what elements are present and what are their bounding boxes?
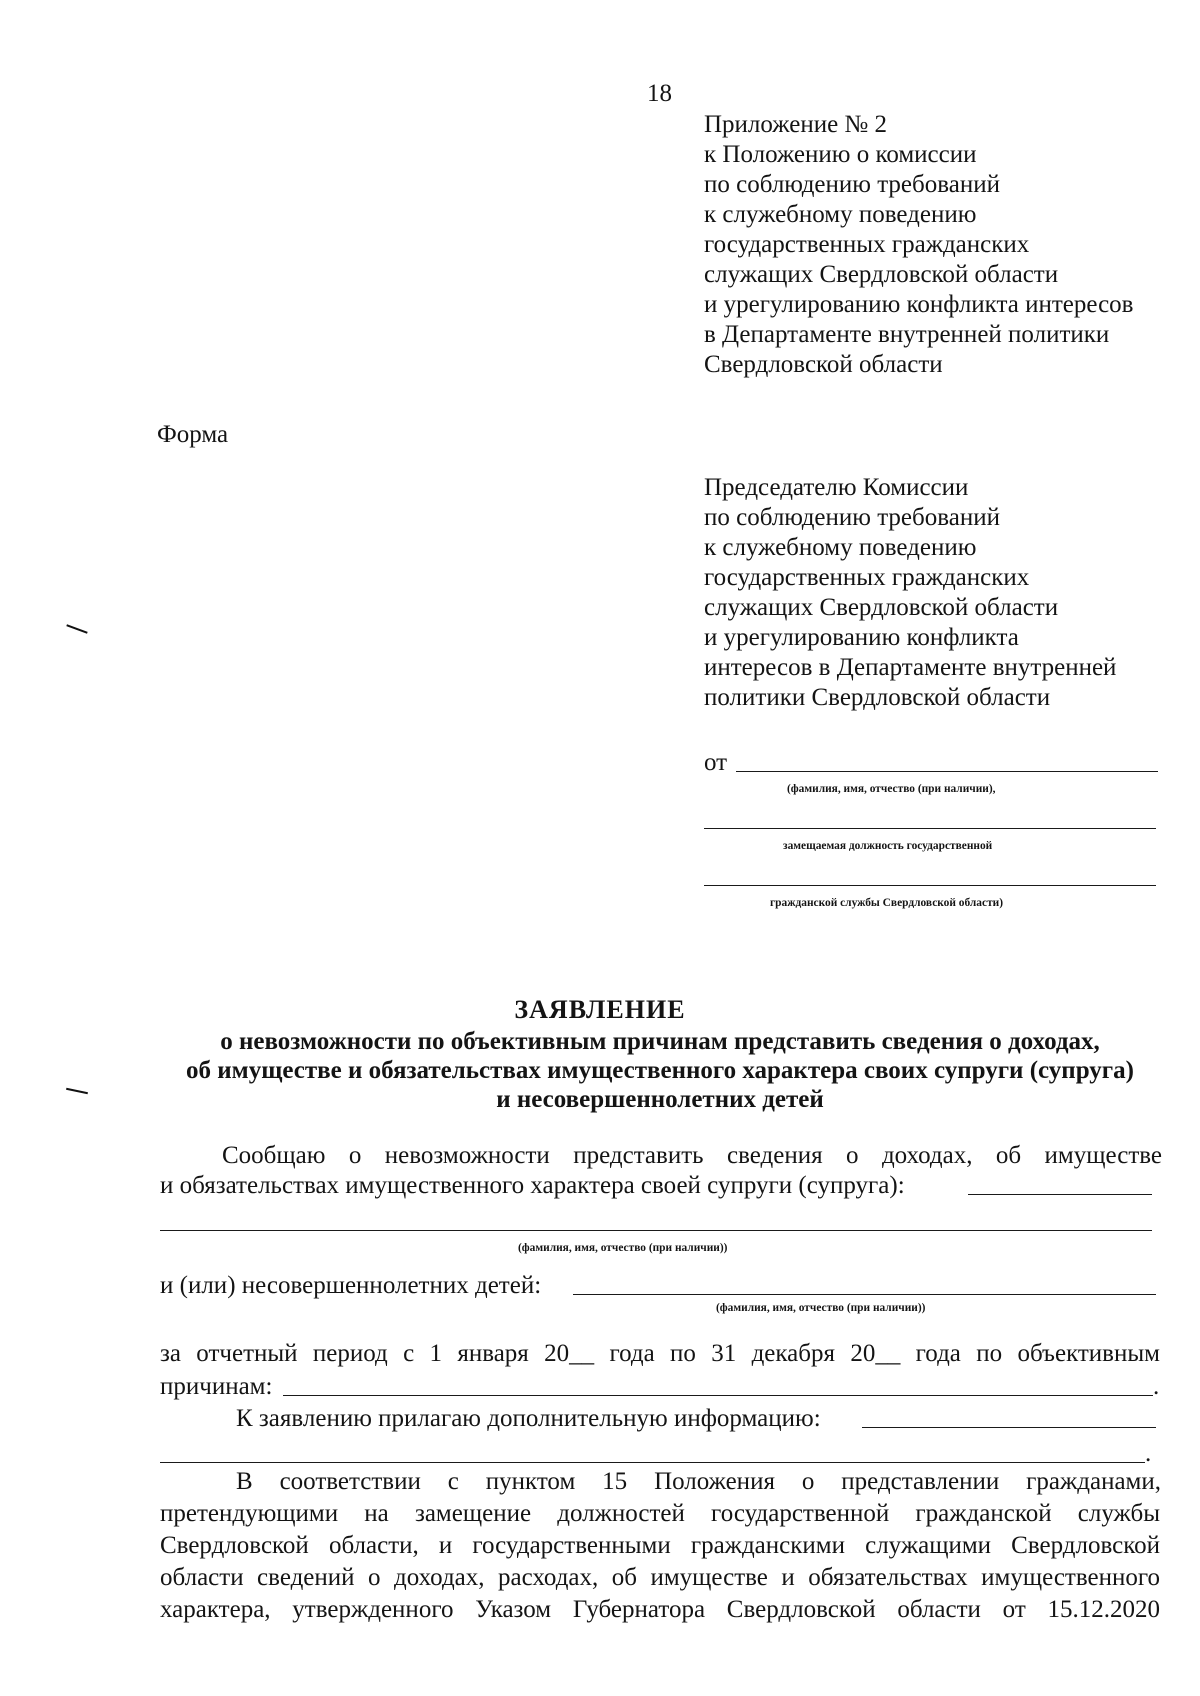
reasons-period: . [1153,1373,1160,1400]
addressee-line: Председателю Комиссии [704,474,969,501]
subtitle-line: и несовершеннолетних детей [496,1086,824,1113]
addressee-line: к служебному поведению [704,534,977,561]
scan-mark [66,624,87,633]
period-line: за отчетный период с 1 января 20__ года по 31 декабря 20__ года по объективным [160,1340,1160,1367]
body-p1-line2: и обязательствах имущественного характера своей супруги (супруга): [160,1172,905,1199]
appendix-line: и урегулированию конфликта интересов [704,291,1134,318]
children-caption: (фамилия, имя, отчество (при наличии)) [716,1300,926,1314]
addressee-line: интересов в Департаменте внутренней [704,654,1117,681]
from-position-line[interactable] [704,828,1156,829]
statement-subtitle [150,1027,1170,1114]
attach-line-2[interactable] [160,1462,1145,1463]
appendix-line: Свердловской области [704,351,943,378]
appendix-line: к Положению о комиссии [704,141,977,168]
appendix-line: по соблюдению требований [704,171,1000,198]
body-p2-line2: претендующими на замещение должностей государственной гражданской службы [160,1500,1160,1527]
appendix-line: в Департаменте внутренней политики [704,321,1110,348]
addressee-block [704,473,1116,713]
appendix-block [704,110,1133,380]
attach-line-1[interactable] [862,1427,1156,1428]
scan-mark [66,1088,88,1095]
appendix-line: служащих Свердловской области [704,261,1059,288]
from-caption-position: замещаемая должность государственной [783,838,993,852]
page-number: 18 [647,80,672,107]
subtitle-line: о невозможности по объективным причинам представить сведения о доходах, [220,1028,1100,1055]
statement-title: ЗАЯВЛЕНИЕ [514,995,686,1024]
from-name-line[interactable] [736,771,1158,772]
appendix-line: Приложение № 2 [704,111,888,138]
reasons-line[interactable] [283,1395,1153,1396]
addressee-line: государственных гражданских [704,564,1030,591]
addressee-line: служащих Свердловской области [704,594,1059,621]
addressee-line: и урегулированию конфликта [704,624,1019,651]
addressee-line: по соблюдению требований [704,504,1000,531]
spouse-caption: (фамилия, имя, отчество (при наличии)) [518,1240,728,1254]
body-p2-line5: характера, утвержденного Указом Губернатора Свердловской области от 15.12.2020 [160,1596,1160,1623]
form-label: Форма [157,421,229,448]
appendix-line: к служебному поведению [704,201,977,228]
children-label: и (или) несовершеннолетних детей: [160,1272,542,1299]
body-p2-line1: В соответствии с пунктом 15 Положения о представлении гражданами, [236,1468,1161,1495]
body-p2-line3: Свердловской области, и государственными гражданскими служащими Свердловской [160,1532,1160,1559]
from-caption-service: гражданской службы Свердловской области) [770,895,1004,909]
attach-label: К заявлению прилагаю дополнительную информацию: [236,1405,821,1432]
spouse-name-line-1[interactable] [968,1194,1152,1195]
reasons-label: причинам: [160,1373,273,1400]
from-service-line[interactable] [704,885,1156,886]
body-p2-line4: области сведений о доходах, расходах, об имуществе и обязательствах имущественного [160,1564,1160,1591]
attach-period: . [1145,1440,1152,1467]
from-label: от [704,749,728,776]
appendix-line: государственных гражданских [704,231,1030,258]
children-name-line[interactable] [573,1294,1156,1295]
spouse-name-line-2[interactable] [160,1230,1152,1231]
from-caption-name: (фамилия, имя, отчество (при наличии), [787,781,996,795]
subtitle-line: об имуществе и обязательствах имущественного характера своих супруги (супруга) [186,1057,1134,1084]
addressee-line: политики Свердловской области [704,684,1051,711]
body-p1-line1: Сообщаю о невозможности представить сведения о доходах, об имуществе [222,1142,1162,1169]
